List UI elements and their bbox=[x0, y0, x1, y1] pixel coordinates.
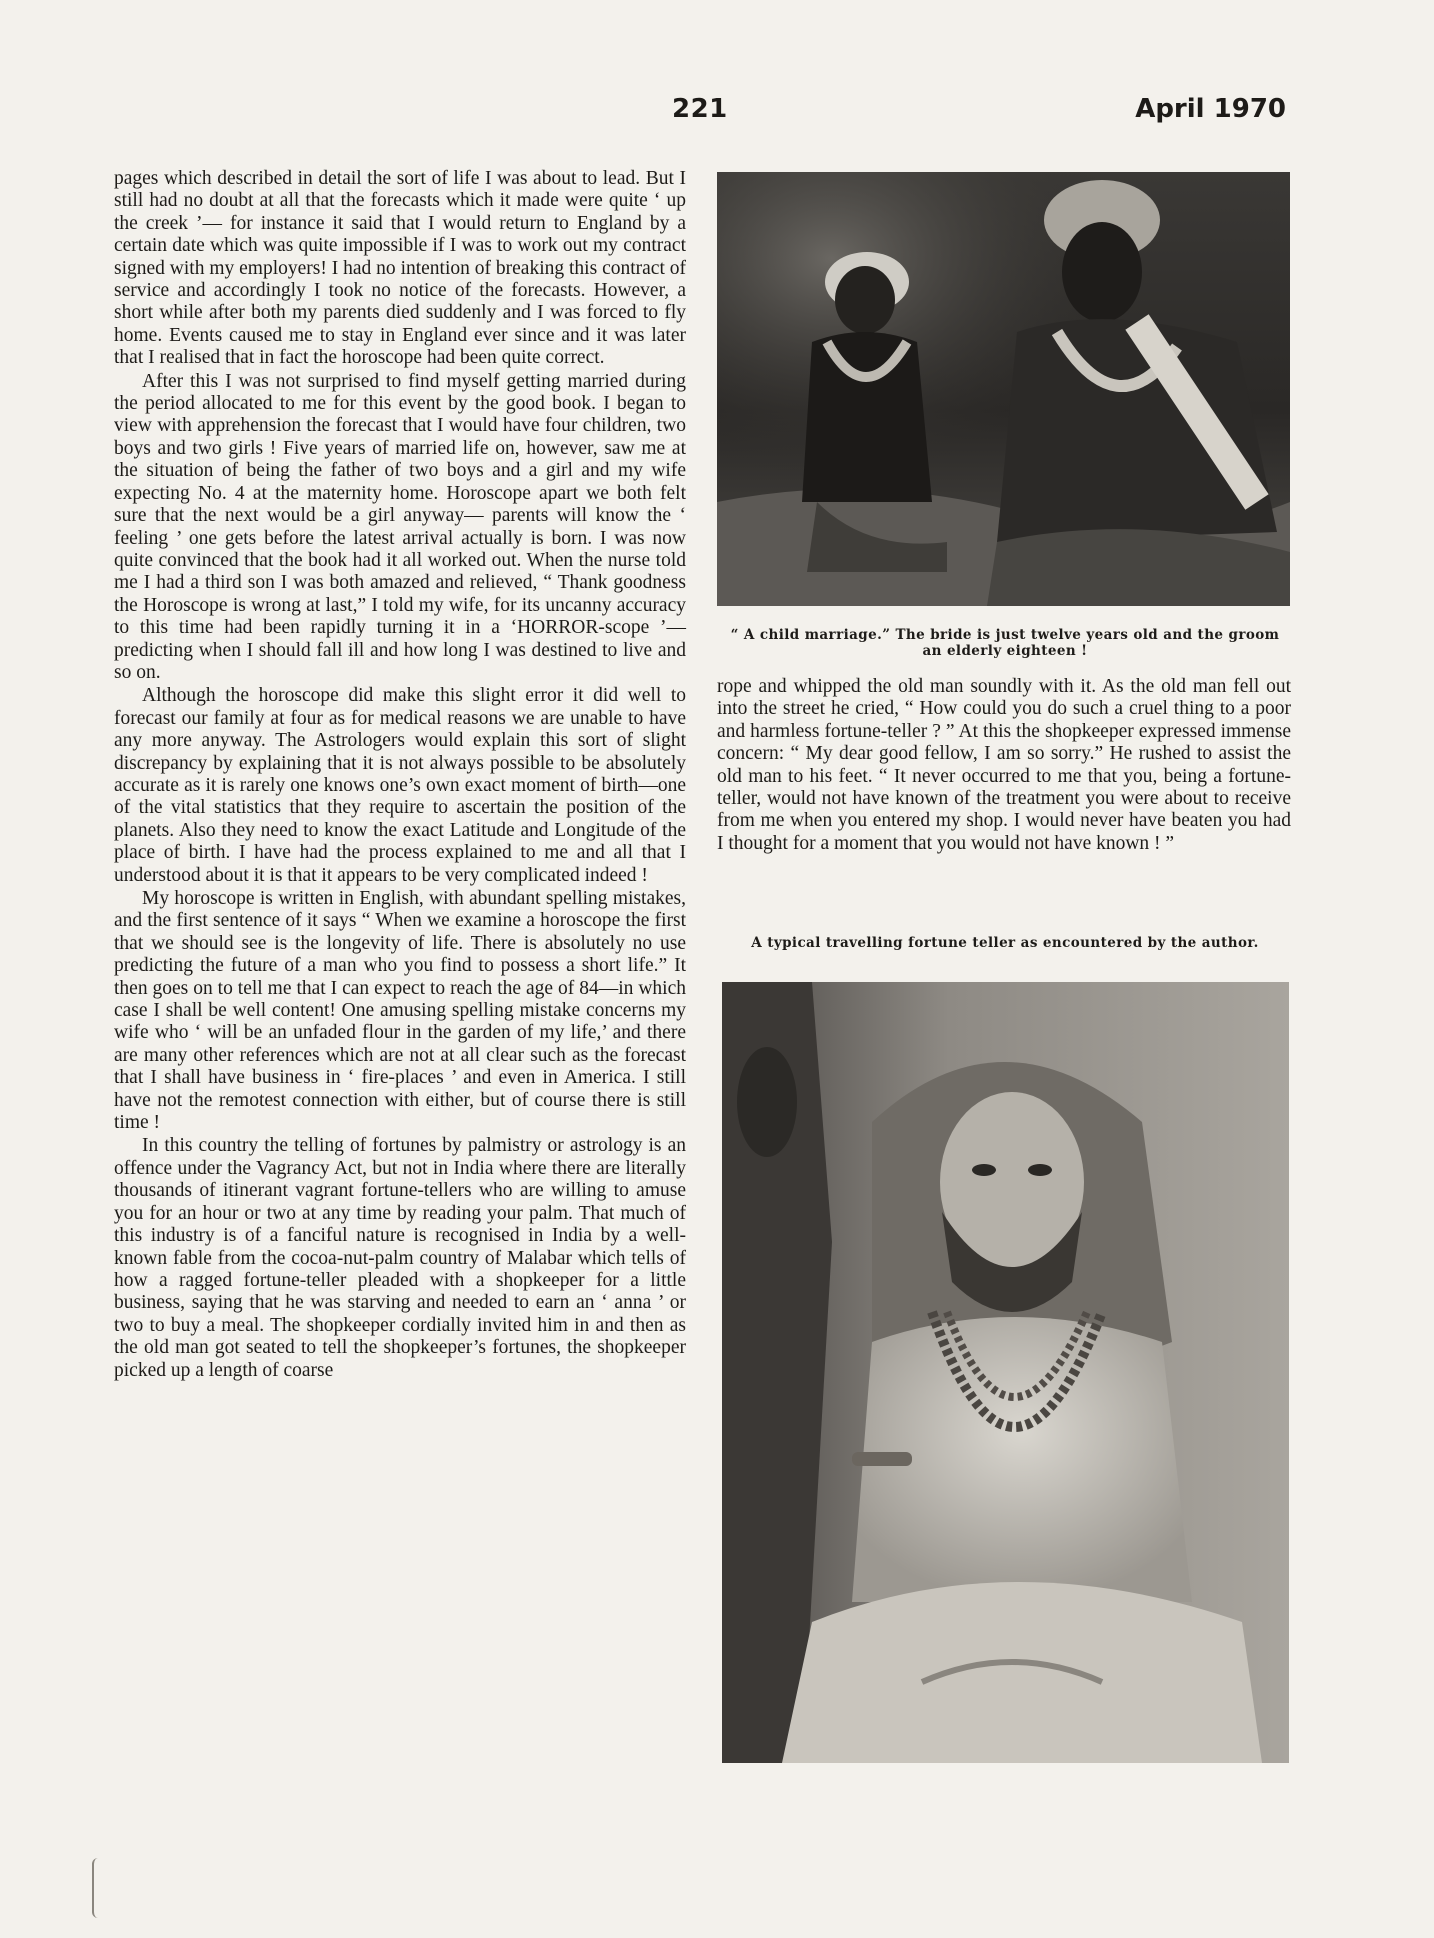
issue-date: April 1970 bbox=[1135, 94, 1286, 124]
child-marriage-photo bbox=[717, 172, 1290, 606]
child-marriage-caption: “ A child marriage.” The bride is just twelve years old and the groom an elderly eighteen ! bbox=[730, 627, 1280, 659]
article-paragraph-4: My horoscope is written in English, with abundant spelling mistakes, and the first sentence of it says “ When we examine a horoscope the first that we should see is the longevity of life. There is absolutely no use predicting the future of a man who you find to possess a short life.” It then goes on to tell me that I can expect to reach the age of 84—in which case I shall be well content! One amusing spelling mistake concerns my wife who ‘ will be an unfaded flour in the garden of my life,’ and there are many other references which are not at all clear such as the forecast that I shall have business in ‘ fire-places ’ and even in America. I still have not the remotest connection with either, but of course there is still time ! bbox=[114, 888, 686, 1134]
fortune-teller-caption: A typical travelling fortune teller as encountered by the author. bbox=[751, 935, 1259, 951]
page-number: 221 bbox=[672, 94, 728, 124]
article-paragraph-5: In this country the telling of fortunes by palmistry or astrology is an offence under the Vagrancy Act, but not in India where there are literally thousands of itinerant vagrant fortune-tellers who are willing to amuse you for an hour or two at any time by reading your palm. That much of this industry is of a fanciful nature is recognised in India by a well-known fable from the cocoa-nut-palm country of Malabar which tells of how a ragged fortune-teller pleaded with a shopkeeper for a little business, saying that he was starving and needed to earn an ‘ anna ’ or two to buy a meal. The shopkeeper cordially invited him in and then as the old man got seated to tell the shopkeeper’s fortunes, the shopkeeper picked up a length of coarse bbox=[114, 1135, 686, 1381]
article-paragraph-1: pages which described in detail the sort of life I was about to lead. But I still had no doubt at all that the forecasts which it made were quite ‘ up the creek ’— for instance it said that I would return to England by a certain date which was quite impossible if I was to work out my contract signed with my employers! I had no intention of breaking this contract of service and accordingly I took no notice of the forecasts. However, a short while after both my parents died suddenly and I was forced to fly home. Events caused me to stay in England ever since and it was later that I realised that in fact the horoscope had been quite correct. bbox=[114, 168, 686, 369]
article-paragraph-2: After this I was not surprised to find myself getting married during the period allocated to me for this event by the good book. I began to view with apprehension the forecast that I would have four children, two boys and two girls ! Five years of married life on, however, saw me at the situation of being the father of two boys and a girl and my wife expecting No. 4 at the maternity home. Horoscope apart we both felt sure that the next would be a girl anyway— parents will know the ‘ feeling ’ one gets before the latest arrival actually is born. I was now quite convinced that the book had it all worked out. When the nurse told me I had a third son I was both amazed and relieved, “ Thank goodness the Horoscope is wrong at last,” I told my wife, for its uncanny accuracy to this time had been rapidly turning it in a ‘HORROR-scope ’—predicting when I should fall ill and how long I was destined to live and so on. bbox=[114, 370, 686, 683]
article-continuation: rope and whipped the old man soundly with it. As the old man fell out into the street he cried, “ How could you do such a cruel thing to a poor and harmless fortune-teller ? ” At this the shopkeeper expressed immense concern: “ My dear good fellow, I am so sorry.” He rushed to assist the old man to his feet. “ It never occurred to me that you, being a fortune-teller, would not have known of the treatment you were about to receive from me when you entered my shop. I would never have beaten you had I thought for a moment that you would not have known ! ” bbox=[717, 676, 1291, 854]
article-paragraph-3: Although the horoscope did make this slight error it did well to forecast our family at four as for medical reasons we are unable to have any more anyway. The Astrologers would explain this sort of slight discrepancy by explaining that it is not always possible to be absolutely accurate as it is rarely one knows one’s own exact moment of birth—one of the vital statistics that they require to ascertain the position of the planets. Also they need to know the exact Latitude and Longitude of the place of birth. I have had the process explained to me and all that I understood about it is that it appears to be very complicated indeed ! bbox=[114, 685, 686, 886]
article-column-right bbox=[717, 676, 1291, 855]
margin-mark bbox=[92, 1858, 100, 1918]
article-column-left bbox=[114, 168, 686, 1383]
fortune-teller-photo bbox=[722, 982, 1289, 1763]
